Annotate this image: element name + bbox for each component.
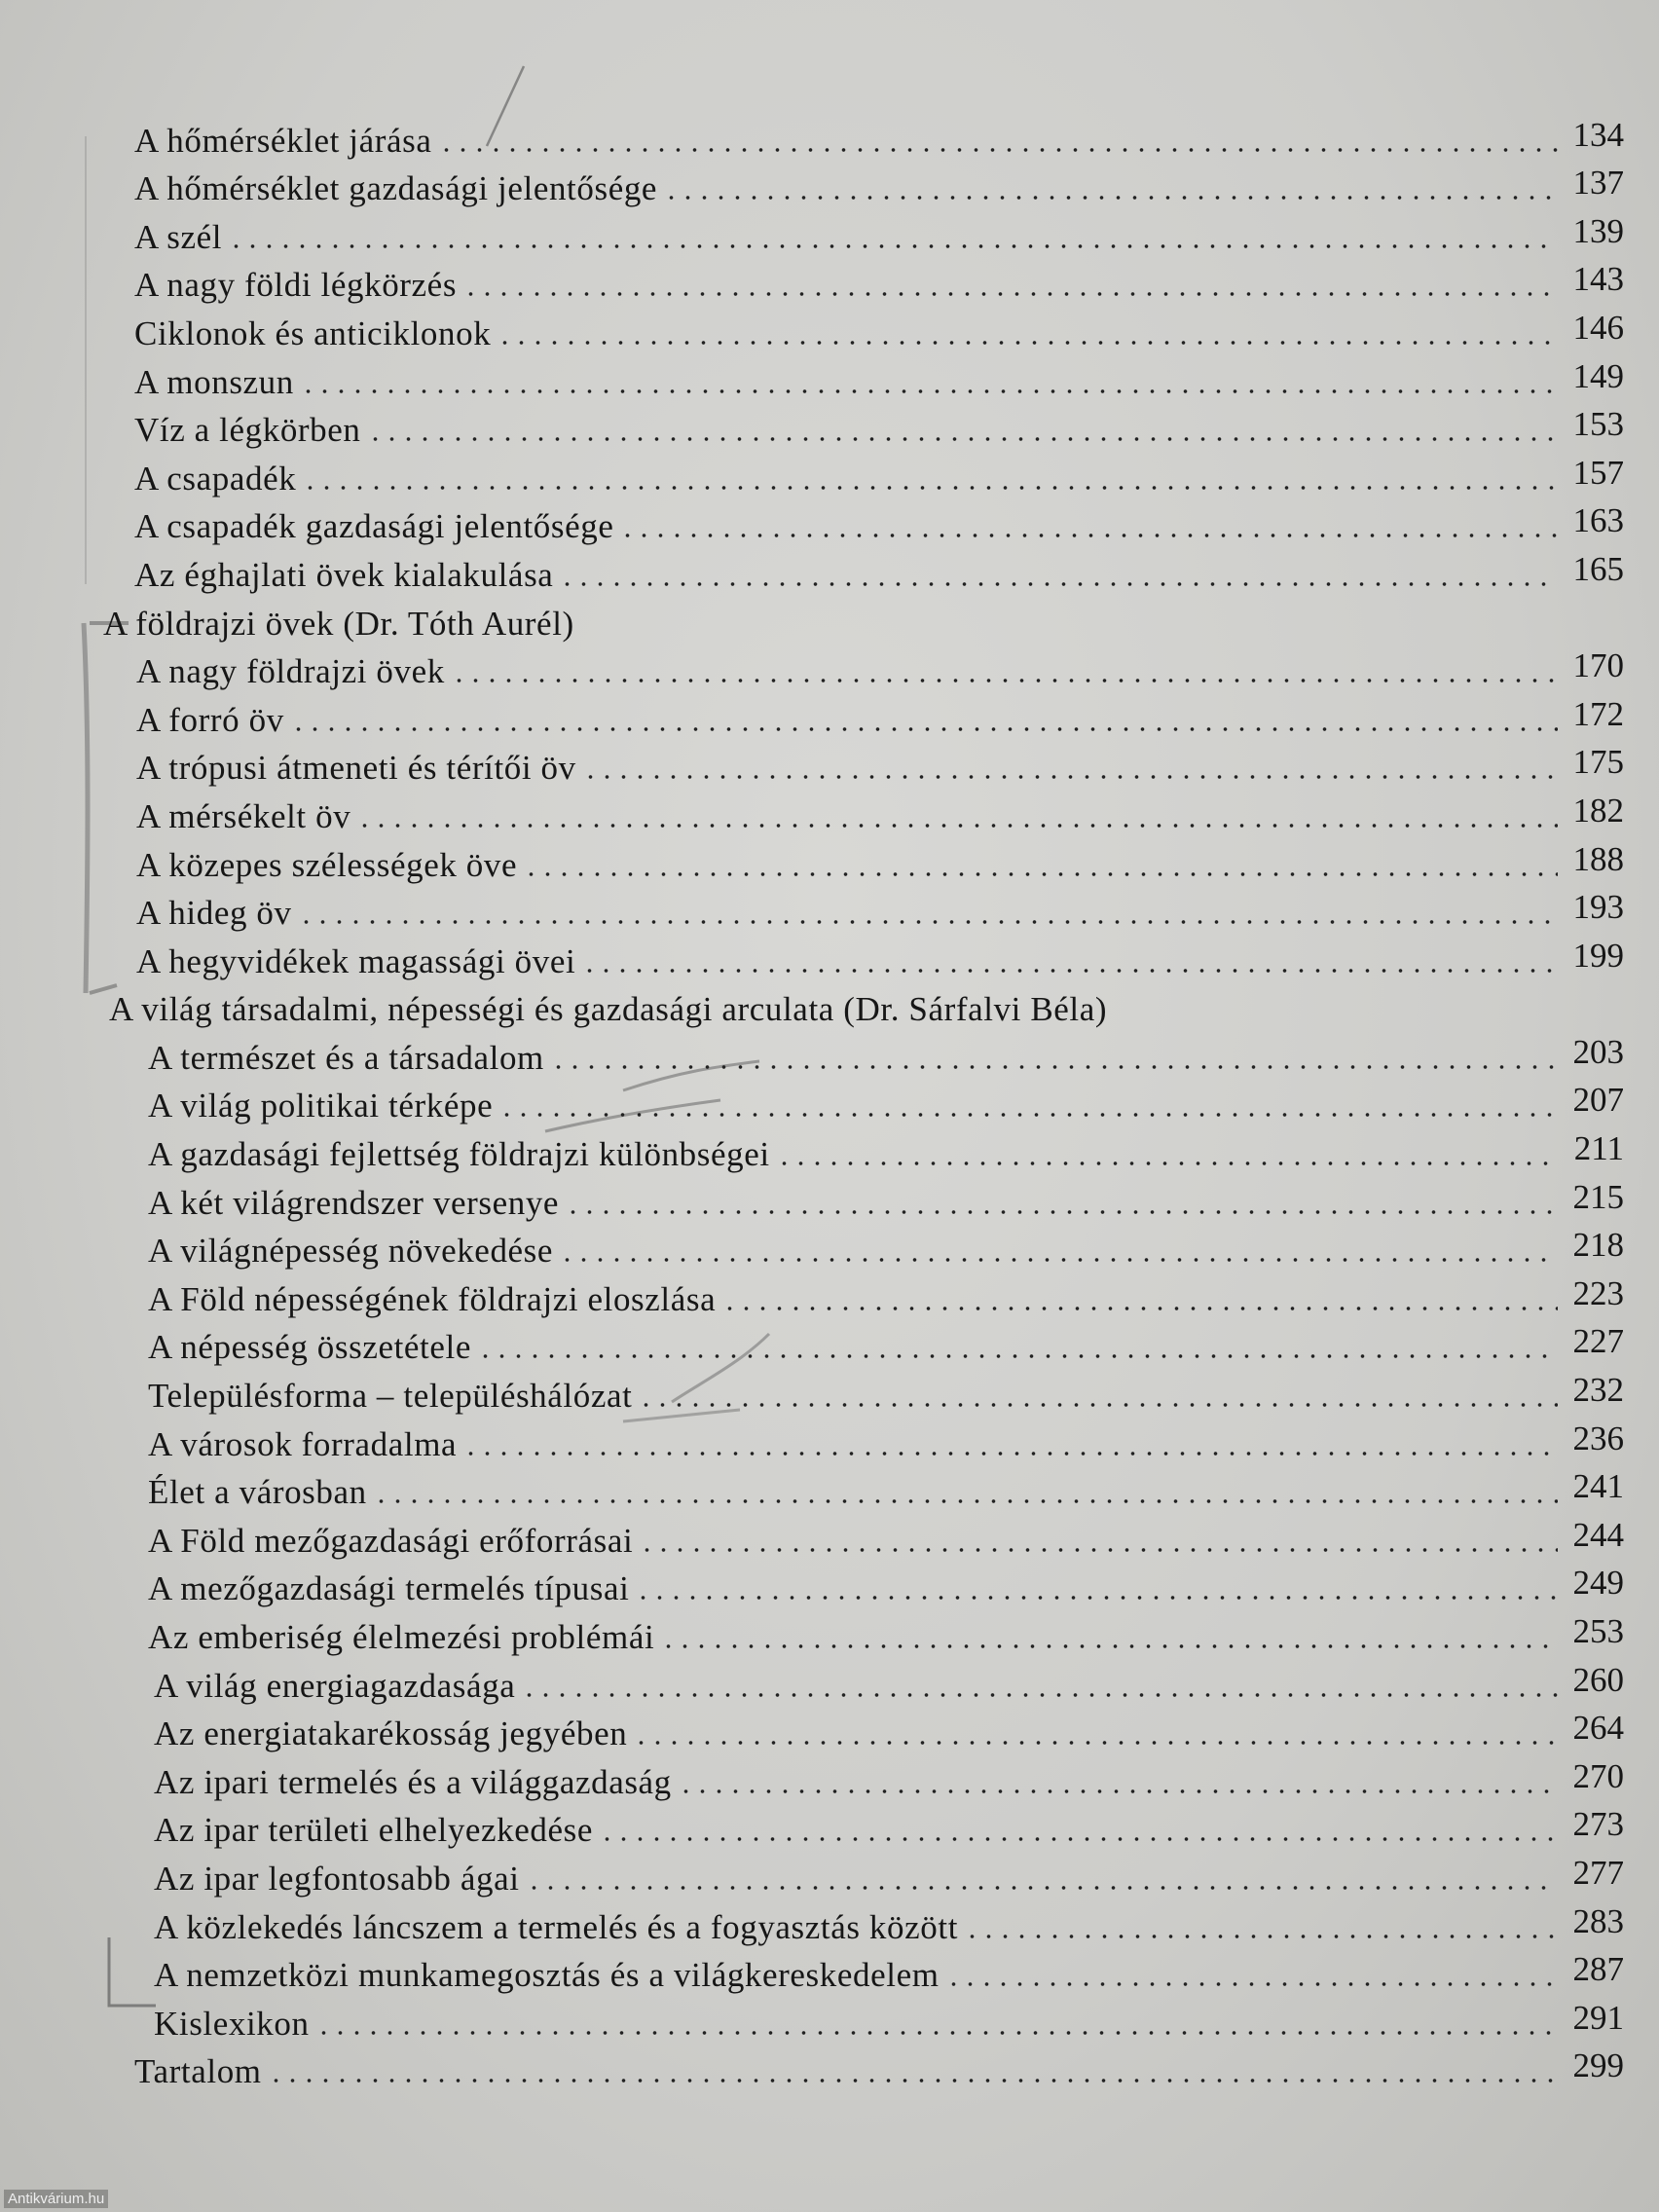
toc-entry bbox=[0, 743, 1659, 792]
toc-page-number: 165 bbox=[1572, 549, 1624, 588]
toc-entry-title: A mérsékelt öv bbox=[136, 796, 351, 835]
toc-entry bbox=[0, 2046, 1659, 2095]
toc-entry bbox=[0, 839, 1659, 888]
toc-page-number: 199 bbox=[1572, 936, 1624, 975]
toc-page-number: 203 bbox=[1572, 1032, 1624, 1071]
toc-entry-title: A mezőgazdasági termelés típusai bbox=[148, 1569, 630, 1608]
dot-leader bbox=[678, 1789, 1558, 1793]
toc-page-number: 283 bbox=[1572, 1901, 1624, 1940]
toc-entry bbox=[0, 1660, 1659, 1709]
toc-entry bbox=[0, 1950, 1659, 1999]
toc-entry-title: A hegyvidékek magassági övei bbox=[136, 941, 576, 980]
dot-leader bbox=[477, 1354, 1558, 1358]
toc-entry-title: Víz a légkörben bbox=[134, 411, 361, 450]
toc-entry-title: A Föld népességének földrajzi eloszlása bbox=[148, 1279, 717, 1318]
table-of-contents bbox=[0, 115, 1659, 2094]
dot-leader bbox=[462, 1452, 1558, 1456]
dot-leader bbox=[599, 1837, 1558, 1841]
toc-entry-title: A városok forradalma bbox=[148, 1424, 458, 1463]
toc-entry bbox=[0, 260, 1659, 309]
toc-entry-title: A monszun bbox=[134, 362, 294, 401]
toc-entry-title: A két világrendszer versenye bbox=[148, 1183, 560, 1222]
dot-leader bbox=[565, 1210, 1558, 1214]
toc-entry bbox=[0, 405, 1659, 454]
toc-page-number: 236 bbox=[1572, 1419, 1624, 1457]
dot-leader bbox=[521, 1693, 1558, 1697]
toc-entry-title: Az emberiség élelmezési problémái bbox=[148, 1618, 655, 1656]
toc-page-number: 232 bbox=[1572, 1371, 1624, 1410]
toc-entry bbox=[0, 1709, 1659, 1757]
toc-page-number: 188 bbox=[1572, 839, 1624, 878]
toc-entry bbox=[0, 1901, 1659, 1950]
dot-leader bbox=[268, 2079, 1558, 2083]
toc-section-heading bbox=[0, 984, 1659, 1033]
toc-page-number: 227 bbox=[1572, 1322, 1624, 1361]
toc-page-number: 143 bbox=[1572, 260, 1624, 299]
toc-entry-title: A forró öv bbox=[136, 700, 284, 739]
toc-entry bbox=[0, 1177, 1659, 1226]
toc-entry-title: A Föld mezőgazdasági erőforrásai bbox=[148, 1521, 634, 1560]
toc-page-number: 215 bbox=[1572, 1177, 1624, 1216]
dot-leader bbox=[367, 437, 1558, 441]
dot-leader bbox=[315, 2031, 1558, 2035]
toc-entry bbox=[0, 1226, 1659, 1274]
toc-entry-title: A nemzetközi munkamegosztás és a világkereskedelem bbox=[154, 1956, 940, 1995]
toc-entry-title: A gazdasági fejlettség földrajzi különbségei bbox=[148, 1135, 770, 1174]
toc-page-number: 218 bbox=[1572, 1226, 1624, 1265]
toc-page-number: 270 bbox=[1572, 1756, 1624, 1795]
toc-page-number: 172 bbox=[1572, 694, 1624, 733]
dot-leader bbox=[228, 244, 1558, 248]
dot-leader bbox=[550, 1065, 1558, 1069]
toc-entry bbox=[0, 791, 1659, 839]
toc-entry-title: A hőmérséklet járása bbox=[134, 121, 432, 160]
toc-page-number: 249 bbox=[1572, 1564, 1624, 1603]
toc-page-number: 299 bbox=[1572, 2046, 1624, 2085]
toc-entry bbox=[0, 646, 1659, 695]
toc-entry bbox=[0, 1322, 1659, 1371]
toc-entry bbox=[0, 1515, 1659, 1564]
toc-entry bbox=[0, 1853, 1659, 1901]
dot-leader bbox=[582, 775, 1558, 779]
toc-page-number: 193 bbox=[1572, 888, 1624, 927]
toc-entry-title: A világ társadalmi, népességi és gazdasági arculata (Dr. Sárfalvi Béla) bbox=[109, 990, 1108, 1029]
dot-leader bbox=[462, 292, 1558, 296]
toc-entry bbox=[0, 1805, 1659, 1854]
toc-page-number: 260 bbox=[1572, 1660, 1624, 1699]
toc-entry-title: A világnépesség növekedése bbox=[148, 1232, 554, 1271]
toc-entry-title: A csapadék bbox=[134, 459, 297, 498]
toc-entry bbox=[0, 501, 1659, 550]
toc-entry bbox=[0, 453, 1659, 501]
toc-page-number: 163 bbox=[1572, 501, 1624, 540]
toc-entry bbox=[0, 1128, 1659, 1177]
toc-entry-title: Az energiatakarékosság jegyében bbox=[154, 1714, 628, 1753]
toc-entry-title: Az ipar legfontosabb ágai bbox=[154, 1859, 520, 1898]
dot-leader bbox=[721, 1307, 1558, 1310]
toc-entry-title: Élet a városban bbox=[148, 1473, 367, 1512]
toc-page-number: 207 bbox=[1572, 1081, 1624, 1120]
toc-entry-title: Ciklonok és anticiklonok bbox=[134, 313, 492, 352]
toc-entry-title: Kislexikon bbox=[154, 2004, 310, 2043]
dot-leader bbox=[639, 1548, 1558, 1552]
toc-page-number: 157 bbox=[1572, 453, 1624, 492]
toc-entry-title: A közepes szélességek öve bbox=[136, 845, 518, 884]
toc-page-number: 264 bbox=[1572, 1709, 1624, 1748]
toc-entry bbox=[0, 1611, 1659, 1660]
toc-entry-title: Az éghajlati övek kialakulása bbox=[134, 555, 554, 594]
toc-page-number: 277 bbox=[1572, 1853, 1624, 1892]
toc-entry bbox=[0, 549, 1659, 598]
toc-entry bbox=[0, 888, 1659, 937]
toc-entry-title: A világ politikai térképe bbox=[148, 1087, 494, 1125]
toc-page-number: 241 bbox=[1572, 1467, 1624, 1506]
dot-leader bbox=[619, 534, 1558, 537]
toc-entry-title: A csapadék gazdasági jelentősége bbox=[134, 507, 614, 546]
dot-leader bbox=[945, 1982, 1558, 1986]
toc-entry bbox=[0, 1081, 1659, 1129]
dot-leader bbox=[581, 969, 1558, 973]
toc-entry-title: A nagy földrajzi övek bbox=[136, 652, 445, 691]
toc-entry bbox=[0, 356, 1659, 405]
toc-page-number: 291 bbox=[1572, 1998, 1624, 2037]
toc-entry bbox=[0, 1273, 1659, 1322]
toc-page-number: 223 bbox=[1572, 1273, 1624, 1312]
toc-page-number: 287 bbox=[1572, 1950, 1624, 1989]
dot-leader bbox=[498, 1113, 1558, 1117]
toc-page-number: 211 bbox=[1573, 1129, 1624, 1168]
toc-entry-title: Az ipar területi elhelyezkedése bbox=[154, 1811, 594, 1850]
toc-entry-title: A természet és a társadalom bbox=[148, 1038, 544, 1077]
toc-entry bbox=[0, 1419, 1659, 1467]
toc-entry-title: A hideg öv bbox=[136, 894, 292, 933]
toc-entry bbox=[0, 936, 1659, 984]
dot-leader bbox=[660, 1644, 1558, 1648]
dot-leader bbox=[635, 1596, 1558, 1600]
toc-entry bbox=[0, 694, 1659, 743]
toc-entry-title: A népesség összetétele bbox=[148, 1328, 471, 1367]
toc-entry-title: A nagy földi légkörzés bbox=[134, 266, 458, 305]
dot-leader bbox=[633, 1741, 1558, 1745]
toc-page-number: 244 bbox=[1572, 1515, 1624, 1554]
toc-page-number: 134 bbox=[1572, 115, 1624, 154]
toc-entry-title: A földrajzi övek (Dr. Tóth Aurél) bbox=[103, 604, 574, 643]
toc-page-number: 182 bbox=[1572, 791, 1624, 830]
toc-page-number: 137 bbox=[1572, 164, 1624, 203]
toc-entry bbox=[0, 211, 1659, 260]
toc-entry-title: A világ energiagazdasága bbox=[154, 1666, 516, 1705]
toc-page-number: 273 bbox=[1572, 1805, 1624, 1844]
toc-entry bbox=[0, 1370, 1659, 1419]
dot-leader bbox=[497, 341, 1558, 345]
toc-page-number: 149 bbox=[1572, 356, 1624, 395]
toc-entry-title: A trópusi átmeneti és térítői öv bbox=[136, 749, 576, 788]
toc-entry bbox=[0, 1032, 1659, 1081]
dot-leader bbox=[300, 389, 1558, 393]
toc-entry-title: A közlekedés láncszem a termelés és a fogyasztás között bbox=[154, 1907, 959, 1946]
toc-page-number: 139 bbox=[1572, 211, 1624, 250]
dot-leader bbox=[964, 1935, 1558, 1938]
dot-leader bbox=[559, 1258, 1558, 1262]
dot-leader bbox=[356, 824, 1558, 828]
dot-leader bbox=[663, 196, 1558, 200]
toc-page-number: 175 bbox=[1572, 743, 1624, 782]
toc-entry bbox=[0, 1998, 1659, 2046]
toc-entry-title: A szél bbox=[134, 217, 223, 256]
dot-leader bbox=[638, 1403, 1558, 1407]
toc-entry-title: A hőmérséklet gazdasági jelentősége bbox=[134, 169, 658, 208]
toc-entry-title: Az ipari termelés és a világgazdaság bbox=[154, 1762, 672, 1801]
toc-page-number: 253 bbox=[1572, 1612, 1624, 1650]
toc-entry bbox=[0, 1756, 1659, 1805]
dot-leader bbox=[373, 1499, 1558, 1503]
toc-entry bbox=[0, 1467, 1659, 1516]
toc-section-heading bbox=[0, 598, 1659, 646]
dot-leader bbox=[776, 1161, 1558, 1165]
toc-page-number: 153 bbox=[1572, 405, 1624, 444]
dot-leader bbox=[302, 486, 1558, 490]
dot-leader bbox=[523, 872, 1558, 876]
toc-page-number: 146 bbox=[1572, 308, 1624, 347]
dot-leader bbox=[298, 920, 1558, 924]
toc-entry-title: Településforma – településhálózat bbox=[148, 1377, 633, 1416]
toc-page-number: 170 bbox=[1572, 646, 1624, 685]
dot-leader bbox=[290, 727, 1558, 731]
watermark: Antikvárium.hu bbox=[4, 2190, 108, 2208]
toc-entry bbox=[0, 308, 1659, 356]
dot-leader bbox=[526, 1886, 1558, 1890]
dot-leader bbox=[451, 679, 1558, 682]
toc-entry bbox=[0, 164, 1659, 212]
toc-entry bbox=[0, 115, 1659, 164]
dot-leader bbox=[438, 148, 1558, 152]
toc-entry-title: Tartalom bbox=[134, 2052, 262, 2091]
toc-entry bbox=[0, 1564, 1659, 1612]
dot-leader bbox=[559, 582, 1558, 586]
